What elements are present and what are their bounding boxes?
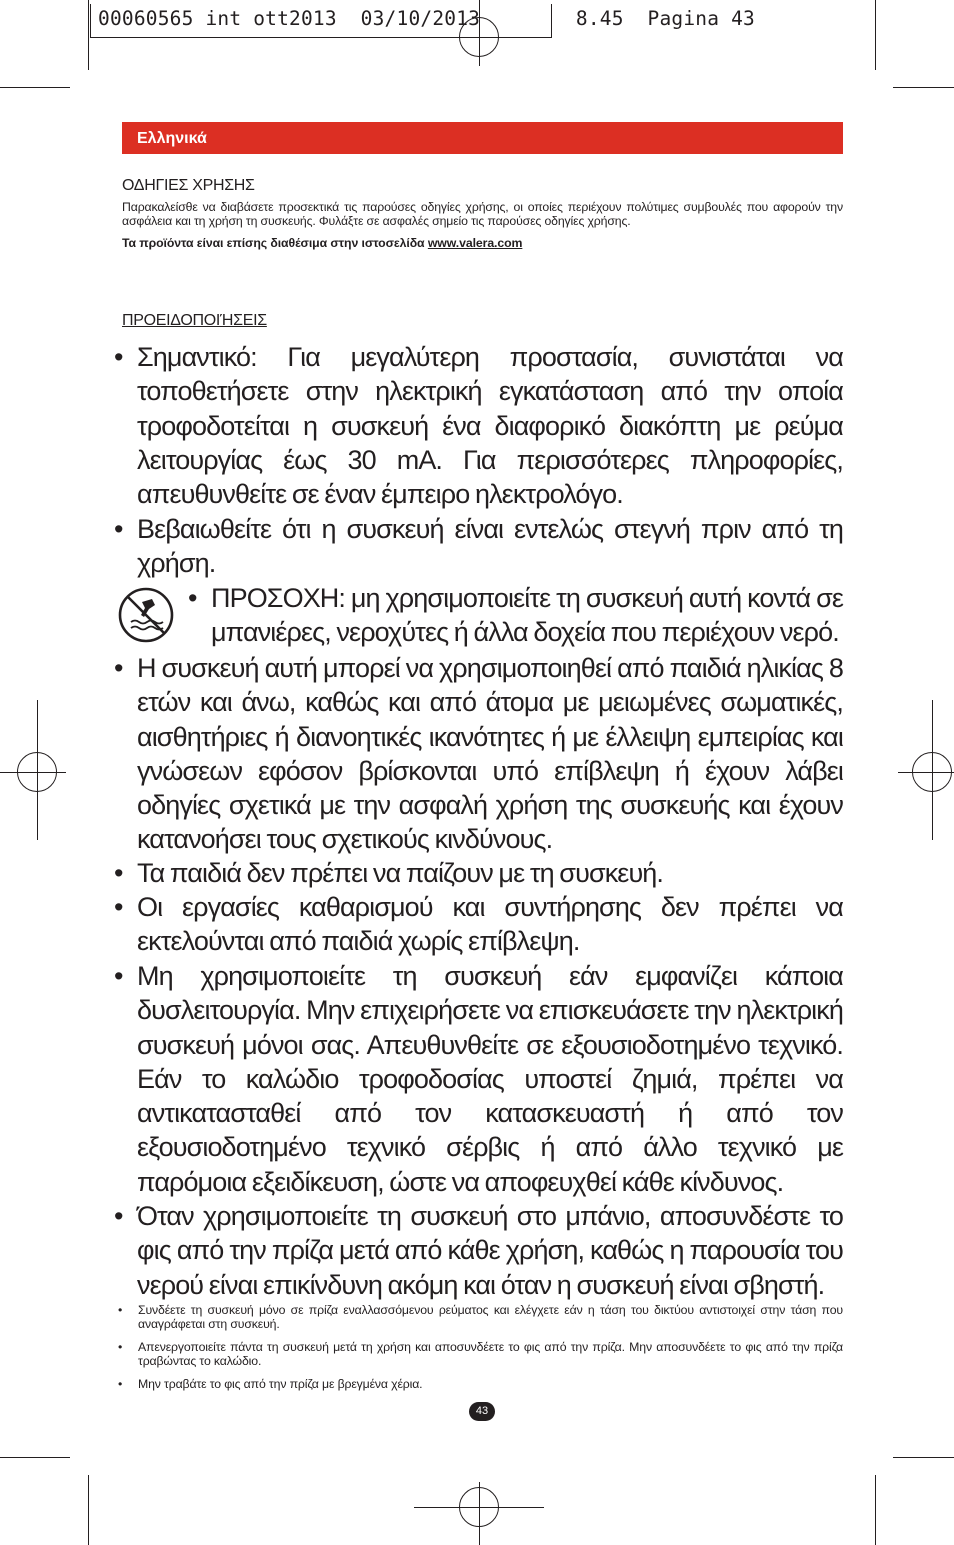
- instructions-intro: Παρακαλείσθε να διαβάσετε προσεκτικά τις παρούσες οδηγίες χρήσης, οι οποίες περιέχουν πολύτιμες συμβουλές που αφορούν την ασφάλεια και τη χρήση τη συσκευής. Φυλάξτε σε ασφαλές σημείο τις παρούσες οδηγίες χρήσης.: [122, 200, 843, 228]
- bullet: •: [114, 514, 123, 544]
- crop-mark: [0, 87, 70, 88]
- bullet: •: [114, 858, 123, 888]
- no-water-near-appliance-icon: [117, 586, 175, 644]
- language-header: Ελληνικά: [122, 122, 843, 154]
- website-note: [122, 236, 843, 250]
- instructions-section: [122, 177, 843, 250]
- instructions-heading: ΟΔΗΓΙΕΣ ΧΡΗΣΗΣ: [122, 177, 255, 194]
- warning-item: • Βεβαιωθείτε ότι η συσκευή είναι εντελώς στεγνή πριν από τη χρήση.: [114, 514, 843, 579]
- warning-item: • Η συσκευή αυτή μπορεί να χρησιμοποιηθεί από παιδιά ηλικίας 8 ετών και άνω, καθώς και από άτομα με μειωμένες σωματικές, αισθητήριες ή διανοητικές ικανότητες ή με έλλειψη εμπειρίας και γνώσεων εφόσον βρίσκονται υπό επίβλεψη ή έχουν λάβει οδηγίες σχετικά με την ασφαλή χρήση της συσκευής και έχουν κατανοήσει τους σχετικούς κινδύνους.: [114, 653, 843, 855]
- crop-mark: [875, 1475, 876, 1545]
- bullet: •: [118, 1303, 123, 1317]
- warning-item: • Σημαντικό: Για μεγαλύτερη προστασία, συνιστάται να τοποθετήσετε στην ηλεκτρική εγκατάσταση από την οποία τροφοδοτείται η συσκευή ένα διαφορικό διακόπτη με ρεύμα λειτουργίας έως 30 mA. Για περισσότερες πληροφορίες, απευθυνθείτε σε έναν έμπειρο ηλεκτρολόγο.: [114, 342, 843, 510]
- warnings-heading: ΠΡΟΕΙΔΟΠΟΙΉΣΕΙΣ: [122, 312, 267, 329]
- crop-mark: [893, 1457, 954, 1458]
- bullet: •: [114, 961, 123, 991]
- bullet: •: [114, 653, 123, 683]
- small-warning-item: • Συνδέετε τη συσκευή μόνο σε πρίζα εναλλασσόμενου ρεύματος και ελέγχετε εάν η τάση του δικτύου αντιστοιχεί στην τάση που αναγράφεται στη συσκευή.: [118, 1303, 843, 1331]
- bullet: •: [114, 342, 123, 372]
- warning-item: • Όταν χρησιμοποιείτε τη συσκευή στο μπάνιο, αποσυνδέστε το φις από την πρίζα μετά από κάθε χρήση, καθώς η παρουσία του νερού είναι επικίνδυνη ακόμη και όταν η συσκευή είναι σβηστή.: [114, 1201, 843, 1300]
- website-text: Τα προϊόντα είναι επίσης διαθέσιμα στην ιστοσελίδα: [122, 236, 428, 250]
- website-link[interactable]: www.valera.com: [427, 236, 523, 250]
- small-warning-item: • Απενεργοποιείτε πάντα τη συσκευή μετά τη χρήση και αποσυνδέετε το φις από την πρίζα. Μην αποσυνδέετε το φις από την πρίζα τραβώντας το καλώδιο.: [118, 1340, 843, 1368]
- bullet: •: [118, 1377, 123, 1391]
- small-warning-item: • Μην τραβάτε το φις από την πρίζα με βρεγμένα χέρια.: [118, 1377, 423, 1391]
- page-number: 43: [469, 1402, 495, 1421]
- crop-mark: [0, 1457, 70, 1458]
- warning-item: • Τα παιδιά δεν πρέπει να παίζουν με τη συσκευή.: [114, 856, 843, 890]
- bullet: •: [114, 892, 123, 922]
- print-slug-time-page: 8.45 Pagina 43: [552, 7, 755, 30]
- print-slug-file: 00060565 int ott2013 03/10/2013: [90, 4, 552, 38]
- crop-mark: [88, 1475, 89, 1545]
- bullet: •: [118, 1340, 123, 1354]
- crop-mark: [875, 0, 876, 70]
- warning-item: • Οι εργασίες καθαρισμού και συντήρησης δεν πρέπει να εκτελούνται από παιδιά χωρίς επίβλεψη.: [114, 892, 843, 957]
- bullet: •: [114, 1201, 123, 1231]
- crop-mark: [88, 0, 89, 70]
- warning-item-caution: • ΠΡΟΣΟΧΗ: μη χρησιμοποιείτε τη συσκευή αυτή κοντά σε μπανιέρες, νεροχύτες ή άλλα δοχεία που περιέχουν νερό.: [188, 583, 843, 648]
- crop-mark: [893, 87, 954, 88]
- bullet: •: [188, 583, 197, 613]
- warning-item: • Μη χρησιμοποιείτε τη συσκευή εάν εμφανίζει κάποια δυσλειτουργία. Μην επιχειρήσετε να επισκευάσετε την ηλεκτρική συσκευή μόνοι σας. Απευθυνθείτε σε εξουσιοδοτημένο τεχνικό. Εάν το καλώδιο τροφοδοσίας υποστεί ζημιά, πρέπει να αντικατασταθεί από τον κατασκευαστή ή από τον εξουσιοδοτημένο τεχνικό σέρβις ή από άλλο τεχνικό με παρόμοια εξειδίκευση, ώστε να αποφευχθεί κάθε κίνδυνος.: [114, 961, 843, 1197]
